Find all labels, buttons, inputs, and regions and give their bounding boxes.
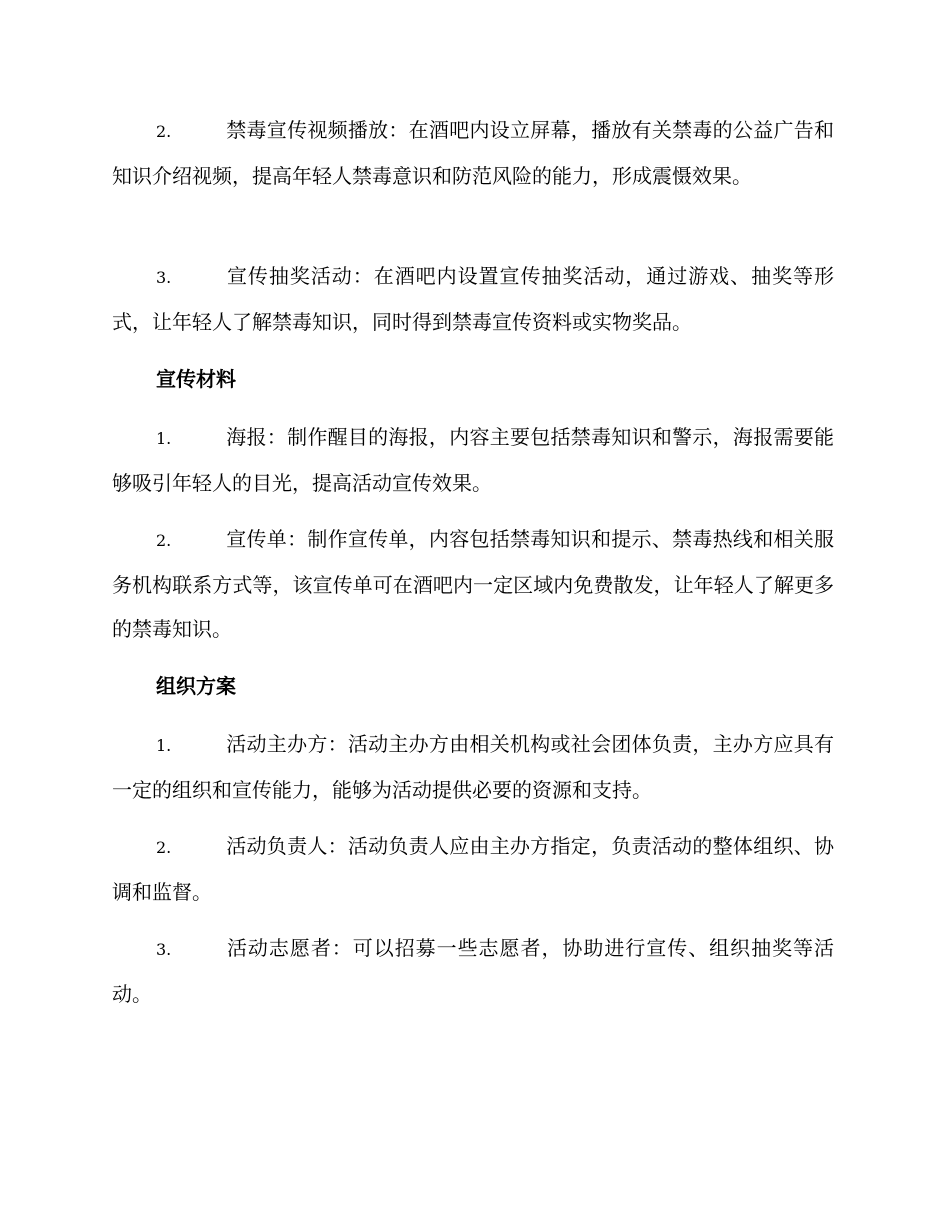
list-number: 3. — [156, 268, 172, 287]
list-item-text: 宣传单：制作宣传单，内容包括禁毒知识和提示、禁毒热线和相关服务机构联系方式等，该宣传单可在酒吧内一定区域内免费散发，让年轻人了解更多的禁毒知识。 — [112, 527, 834, 641]
list-number: 1. — [156, 736, 172, 755]
list-item — [112, 254, 834, 344]
list-item-text: 活动志愿者：可以招募一些志愿者，协助进行宣传、组织抽奖等活动。 — [112, 936, 834, 1006]
list-item — [112, 722, 834, 812]
list-number: 2. — [156, 531, 172, 550]
list-item — [112, 824, 834, 914]
list-item-text: 活动负责人：活动负责人应由主办方指定，负责活动的整体组织、协调和监督。 — [112, 834, 834, 904]
list-item — [112, 108, 834, 198]
list-item — [112, 415, 834, 505]
list-item-text: 活动主办方：活动主办方由相关机构或社会团体负责，主办方应具有一定的组织和宣传能力，能够为活动提供必要的资源和支持。 — [112, 732, 834, 802]
list-item-text: 禁毒宣传视频播放：在酒吧内设立屏幕，播放有关禁毒的公益广告和知识介绍视频，提高年轻人禁毒意识和防范风险的能力，形成震慑效果。 — [112, 118, 834, 188]
list-item-text: 海报：制作醒目的海报，内容主要包括禁毒知识和警示，海报需要能够吸引年轻人的目光，提高活动宣传效果。 — [112, 425, 834, 495]
list-number: 3. — [156, 940, 172, 959]
section-heading: 组织方案 — [156, 674, 236, 698]
list-item-text: 宣传抽奖活动：在酒吧内设置宣传抽奖活动，通过游戏、抽奖等形式，让年轻人了解禁毒知识，同时得到禁毒宣传资料或实物奖品。 — [112, 264, 834, 334]
list-item — [112, 926, 834, 1016]
list-item — [112, 517, 834, 651]
section-heading: 宣传材料 — [156, 367, 236, 391]
list-number: 2. — [156, 838, 172, 857]
list-number: 1. — [156, 429, 172, 448]
list-number: 2. — [156, 122, 172, 141]
